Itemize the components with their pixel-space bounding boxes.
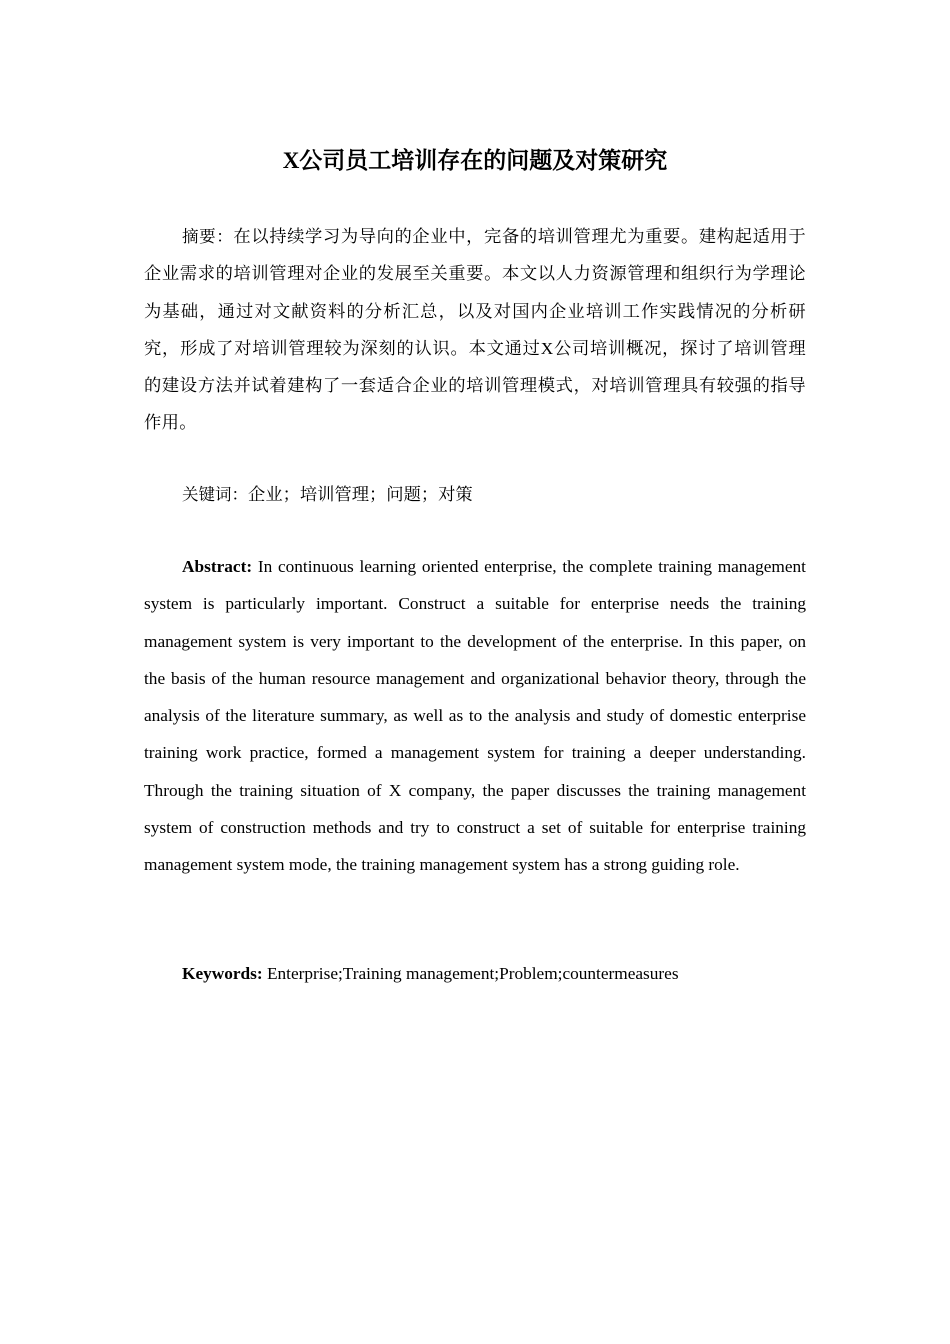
chinese-abstract-text: 在以持续学习为导向的企业中，完备的培训管理尤为重要。建构起适用于企业需求的培训管理对企业的发展至关重要。本文以人力资源管理和组织行为学理论为基础，通过对文献资料的分析汇总，以及对国内企业培训工作实践情况的分析研究，形成了对培训管理较为深刻的认识。本文通过X公司培训概况，探讨了培训管理的建设方法并试着建构了一套适合企业的培训管理模式，对培训管理具有较强的指导作用。: [144, 227, 806, 433]
chinese-abstract: [144, 218, 806, 442]
chinese-keywords-text: 企业；培训管理；问题；对策: [248, 485, 473, 504]
english-keywords-text: Enterprise;Training management;Problem;countermeasures: [266, 964, 679, 983]
chinese-keywords-label: 关键词：: [182, 485, 249, 504]
english-abstract-label: Abstract:: [182, 557, 253, 576]
chinese-abstract-label: 摘要：: [182, 227, 234, 246]
paper-title: X公司员工培训存在的问题及对策研究: [282, 148, 668, 173]
chinese-keywords: [144, 476, 806, 513]
english-keywords-label: Keywords:: [182, 964, 263, 983]
english-abstract: [144, 548, 806, 884]
english-keywords: [144, 955, 806, 992]
english-abstract-text: In continuous learning oriented enterprise, the complete training management system is particularly important. Construct a suitable for enterprise needs the training management system is very important to the development of the enterprise. In this paper, on the basis of the human resource management and organizational behavior theory, through the analysis of the literature summary, as well as to the analysis and study of domestic enterprise training work practice, formed a management system for training a deeper understanding. Through the training situation of X company, the paper discusses the training management system of construction methods and try to construct a set of suitable for enterprise training management system mode, the training management system has a strong guiding role.: [144, 557, 806, 875]
